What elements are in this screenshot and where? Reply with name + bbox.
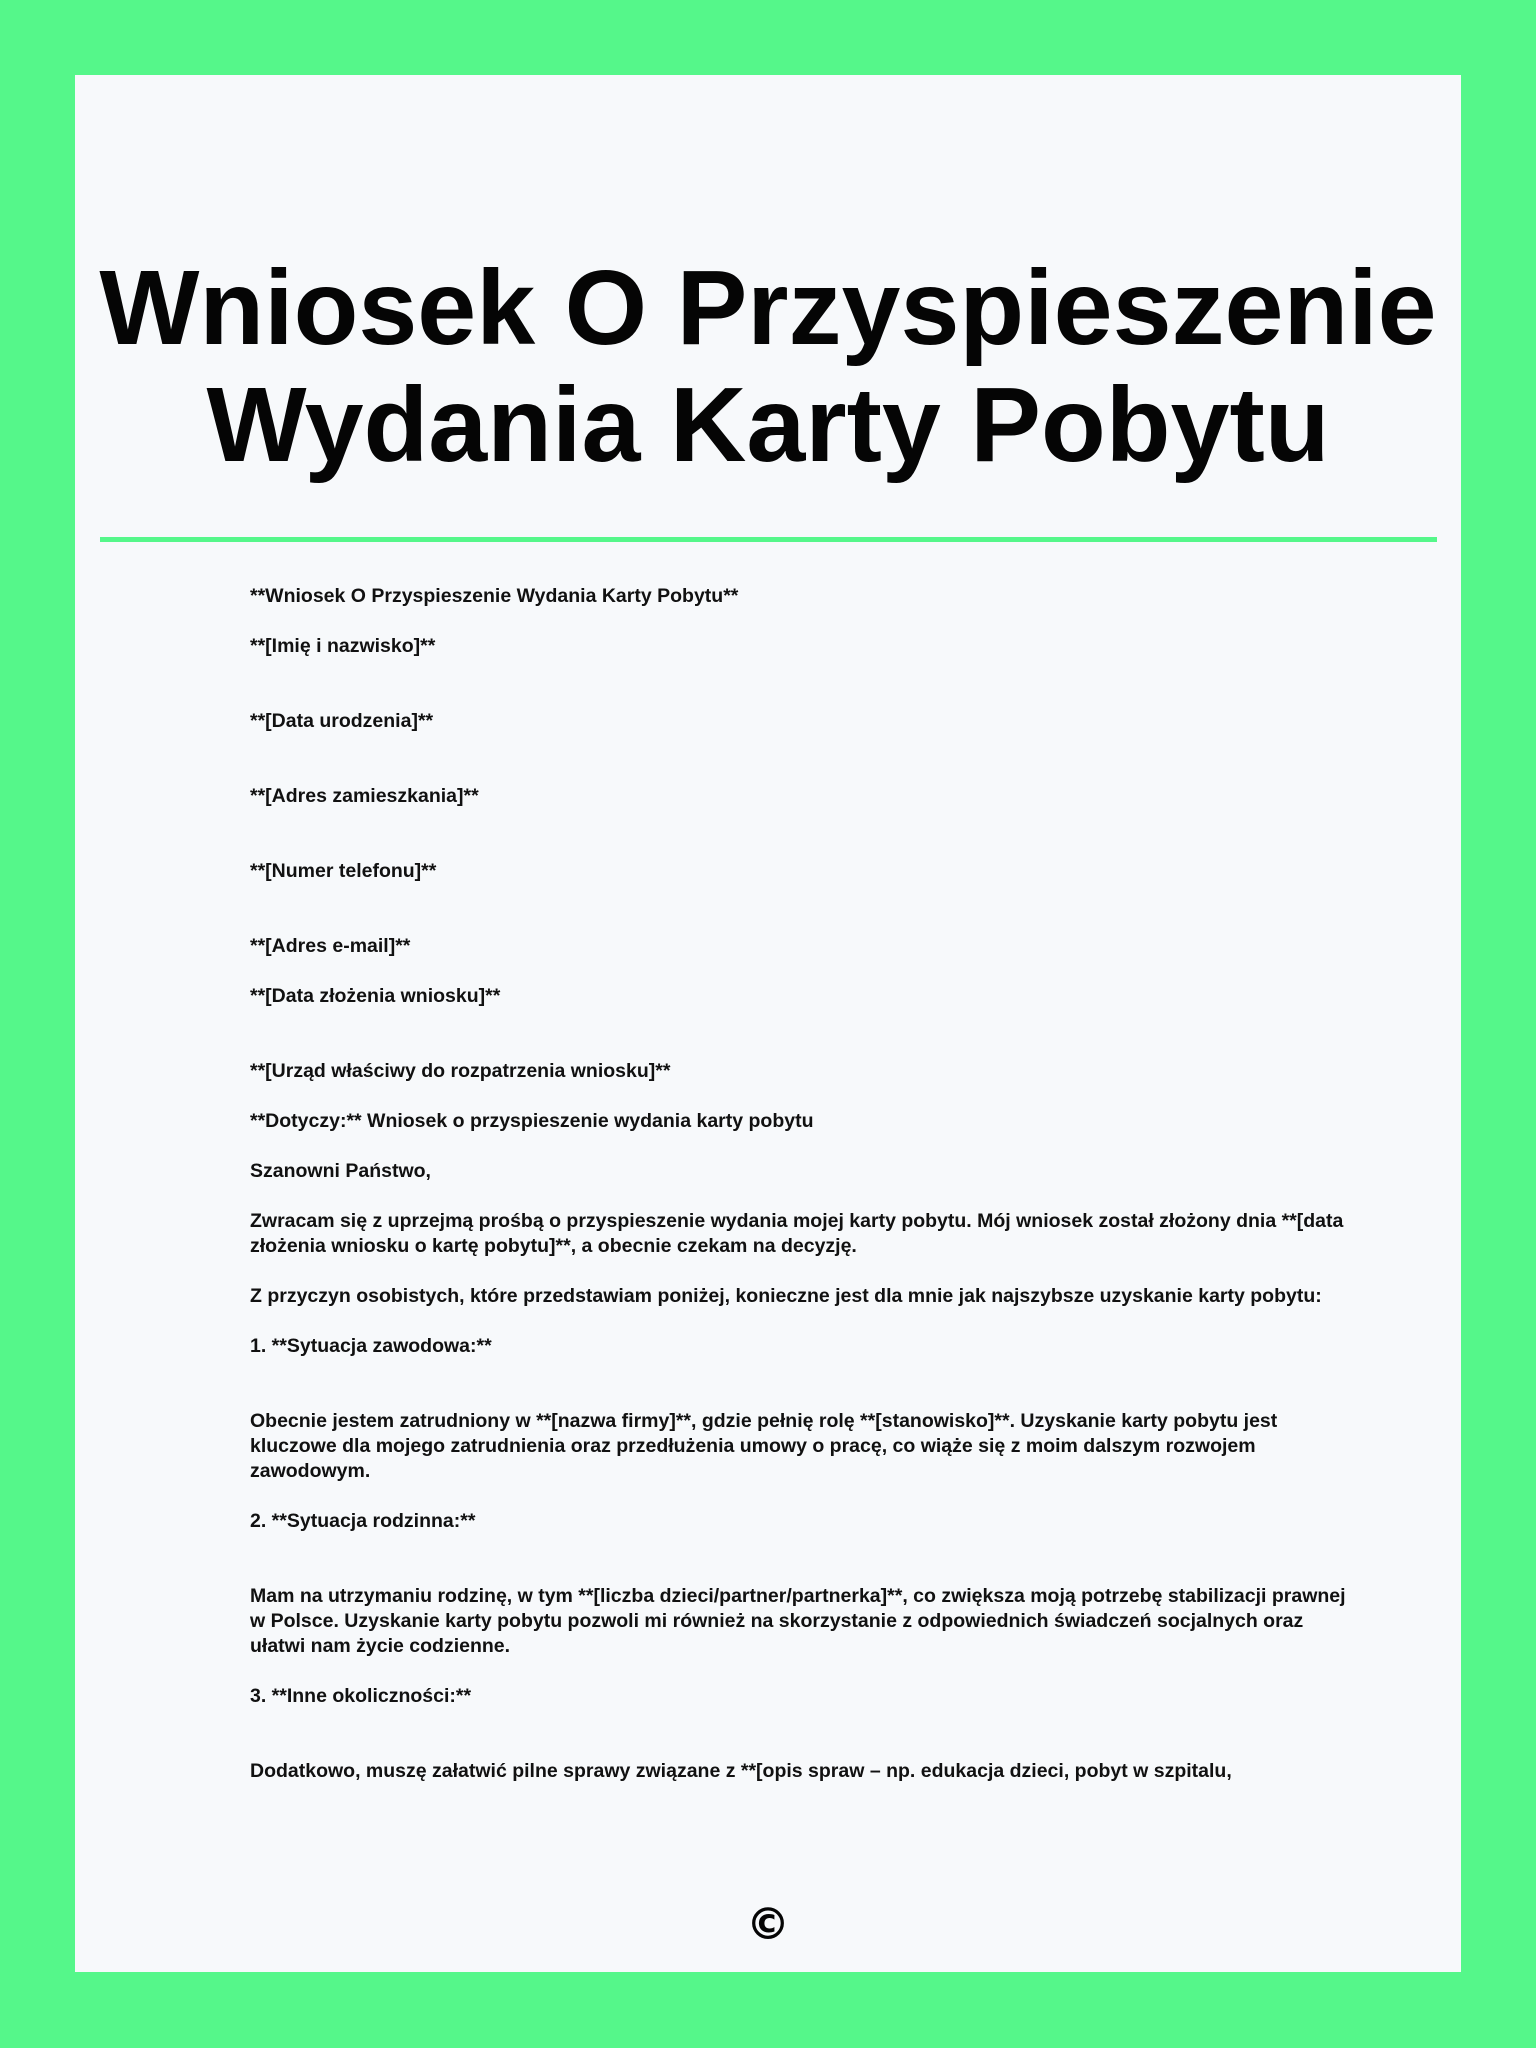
paragraph-work: Obecnie jestem zatrudniony w **[nazwa firmy]**, gdzie pełnię rolę **[stanowisko]**. Uzyskanie karty pobytu jest kluczowe dla mojego zatrudnienia oraz przedłużenia umowy o pracę, co wiąże się z moim dalszym rozwojem zawodowym.	[250, 1410, 1278, 1482]
section-heading-family: 2. **Sytuacja rodzinna:**	[250, 1510, 476, 1532]
paragraph-family: Mam na utrzymaniu rodzinę, w tym **[liczba dzieci/partner/partnerka]**, co zwiększa moją potrzebę stabilizacji prawnej w Polsce. Uzyskanie karty pobytu pozwoli mi również na skorzystanie z odpowiednich świadczeń socjalnych oraz ułatwi nam życie codzienne.	[250, 1585, 1346, 1657]
paragraph-other: Dodatkowo, muszę załatwić pilne sprawy związane z **[opis spraw – np. edukacja dzieci, pobyt w szpitalu,	[250, 1760, 1232, 1782]
title-divider	[100, 537, 1437, 542]
title-line-2: Wydania Karty Pobytu	[206, 366, 1330, 484]
document-body	[250, 584, 1360, 1784]
copyright-icon: ©	[746, 1899, 790, 1950]
document-title	[75, 250, 1461, 484]
subject-line: **Dotyczy:** Wniosek o przyspieszenie wydania karty pobytu	[250, 1110, 814, 1132]
field-submission-date: **[Data złożenia wniosku]**	[250, 985, 501, 1007]
field-email: **[Adres e-mail]**	[250, 935, 411, 957]
title-line-1: Wniosek O Przyspieszenie	[99, 249, 1437, 367]
section-heading-work: 1. **Sytuacja zawodowa:**	[250, 1335, 492, 1357]
paragraph-intro: Zwracam się z uprzejmą prośbą o przyspieszenie wydania mojej karty pobytu. Mój wniosek został złożony dnia **[data złożenia wniosku o kartę pobytu]**, a obecnie czekam na decyzję.	[250, 1210, 1344, 1257]
section-heading-other: 3. **Inne okoliczności:**	[250, 1685, 472, 1707]
field-phone: **[Numer telefonu]**	[250, 860, 437, 882]
document-page	[75, 75, 1461, 1972]
field-office: **[Urząd właściwy do rozpatrzenia wniosku]**	[250, 1060, 671, 1082]
salutation: Szanowni Państwo,	[250, 1160, 431, 1182]
paragraph-reasons: Z przyczyn osobistych, które przedstawiam poniżej, konieczne jest dla mnie jak najszybsze uzyskanie karty pobytu:	[250, 1285, 1322, 1307]
body-heading: **Wniosek O Przyspieszenie Wydania Karty Pobytu**	[250, 585, 739, 607]
field-name: **[Imię i nazwisko]**	[250, 635, 436, 657]
field-address: **[Adres zamieszkania]**	[250, 785, 479, 807]
field-birth-date: **[Data urodzenia]**	[250, 710, 434, 732]
